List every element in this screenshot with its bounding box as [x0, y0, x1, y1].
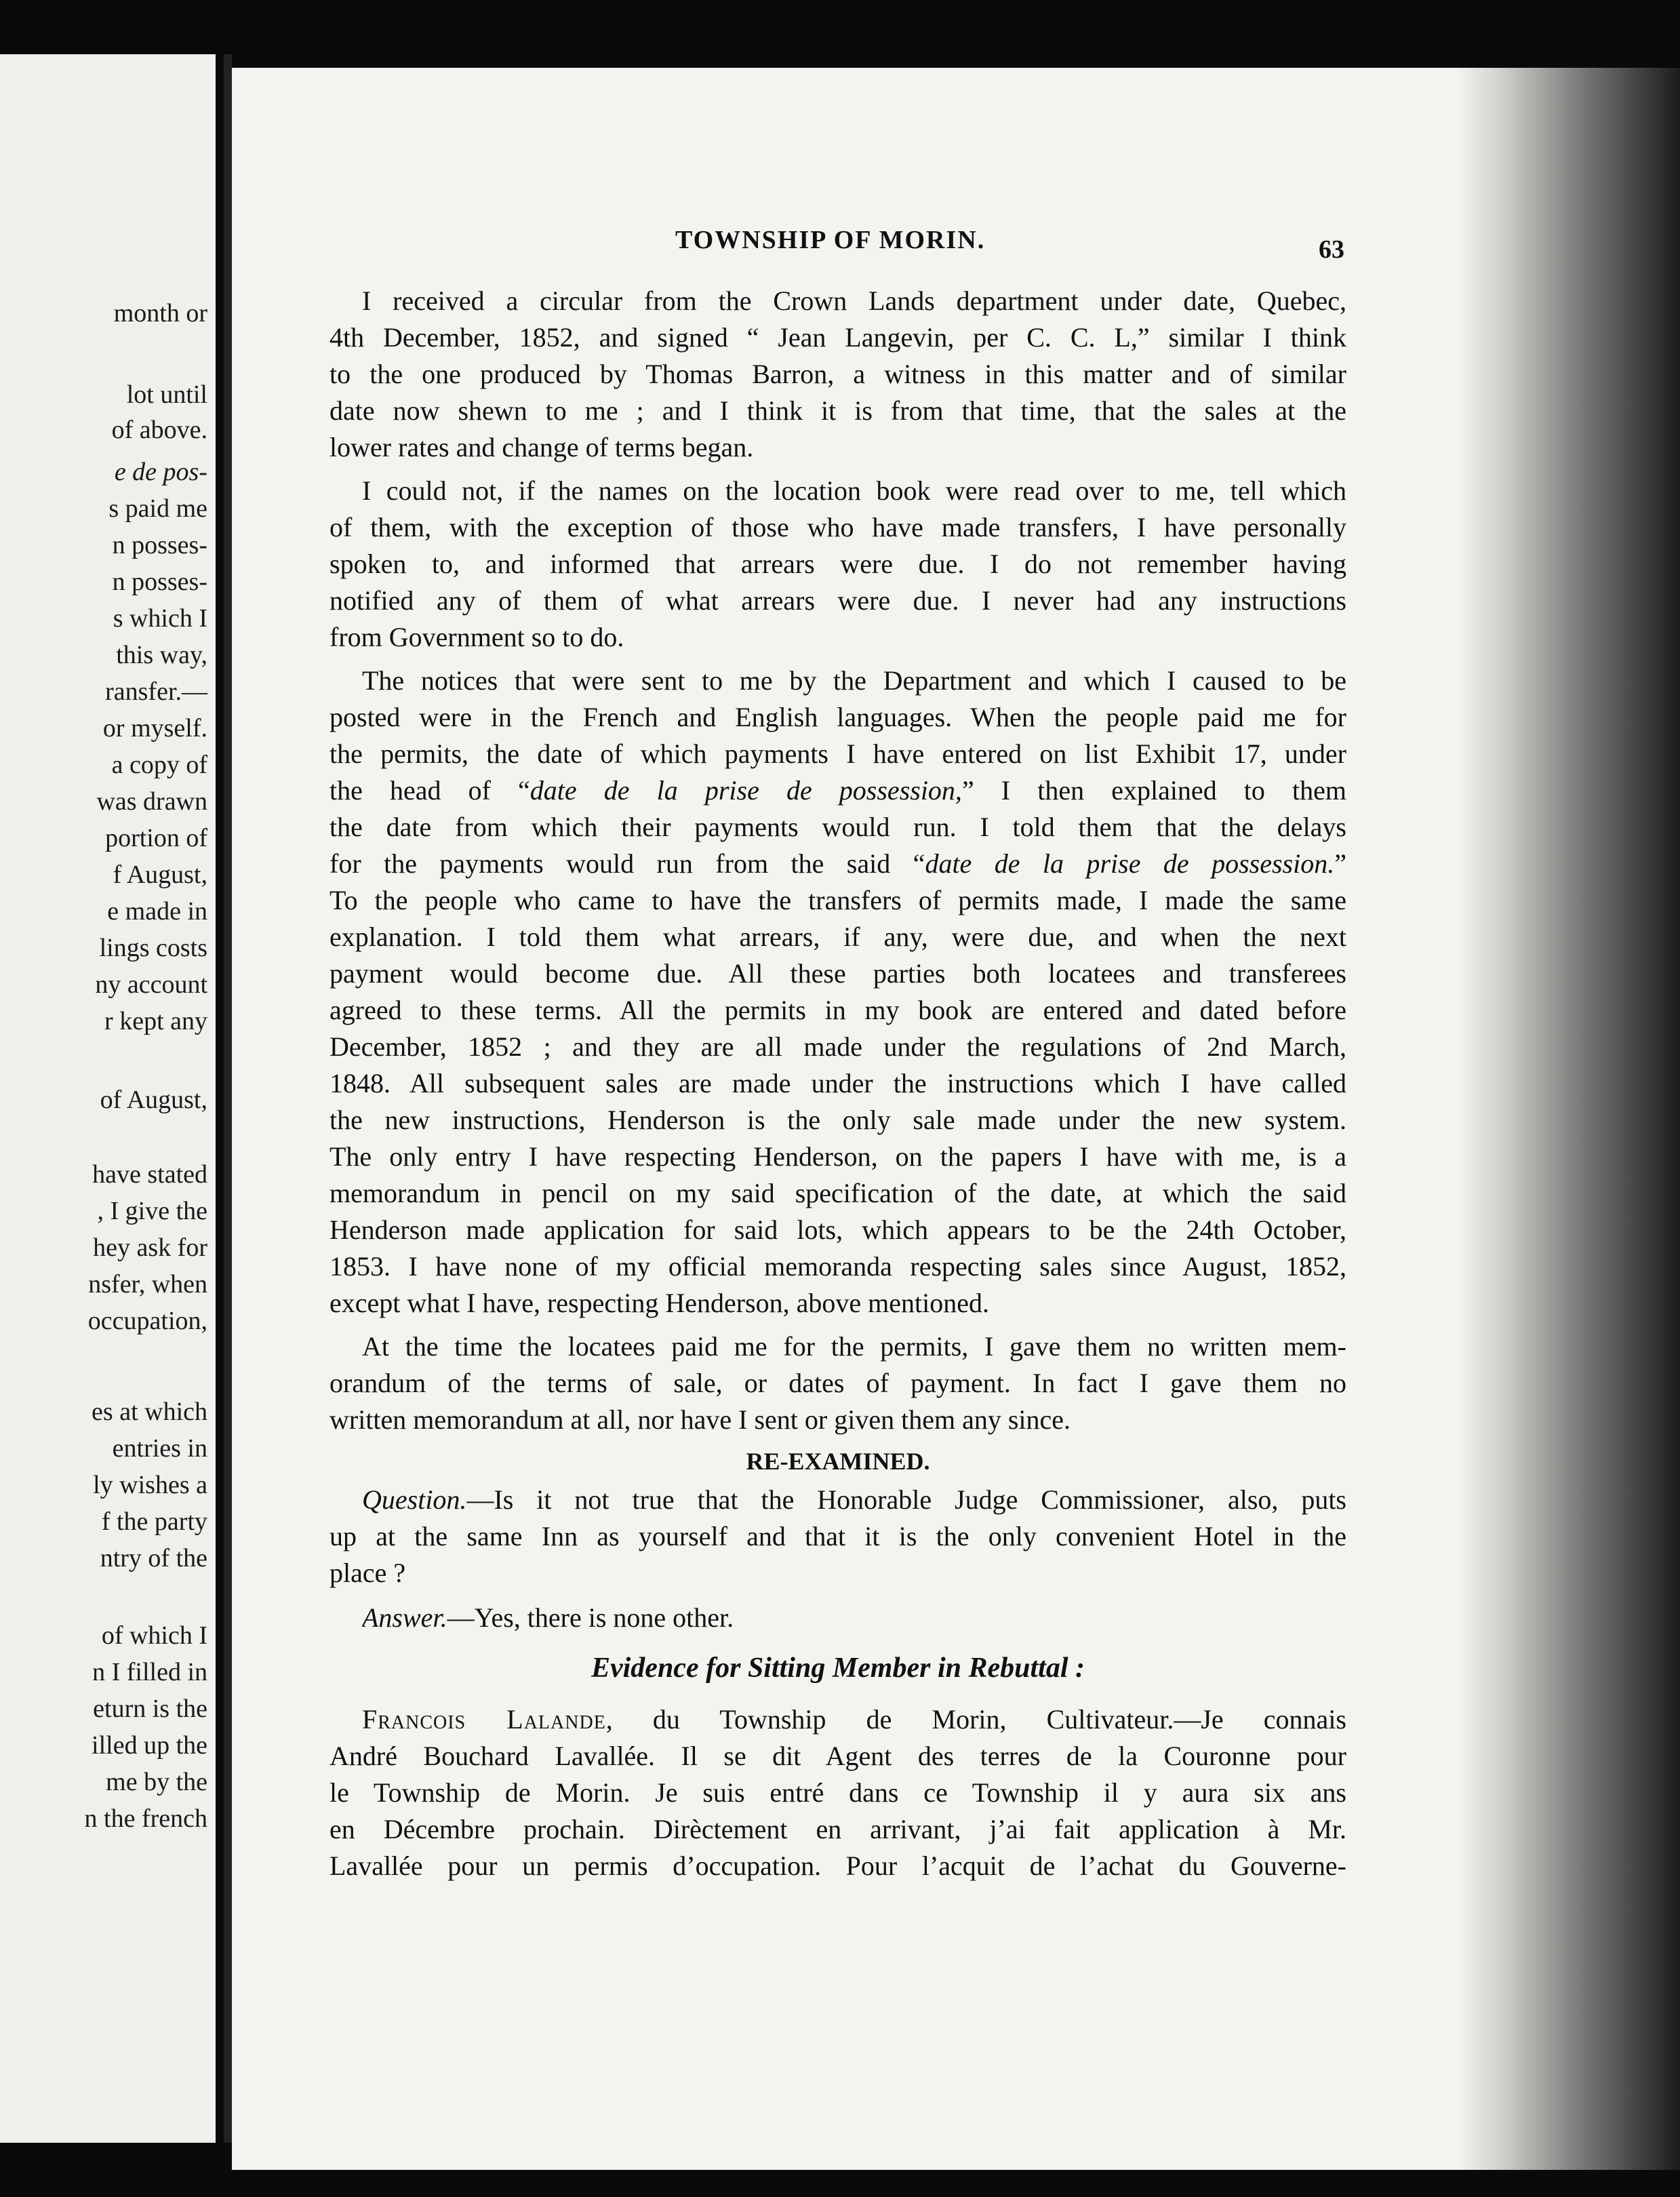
evidence-heading: Evidence for Sitting Member in Rebuttal : — [591, 1652, 1085, 1684]
left-page-text-fragment: nsfer, when — [88, 1270, 207, 1299]
question-line: up at the same Inn as yourself and that it is the only convenient Hotel in the — [329, 1521, 1346, 1551]
body-line: to the one produced by Thomas Barron, a witness in this matter and of similar — [329, 359, 1346, 389]
left-page-text-fragment: ly wishes a — [93, 1471, 207, 1499]
left-page-text-fragment: entries in — [112, 1434, 207, 1463]
book-gutter — [224, 54, 232, 2143]
body-line: posted were in the French and English languages. When the people paid me for — [329, 702, 1346, 732]
left-page-text-fragment: e de pos- — [114, 458, 207, 486]
body-line: 4th December, 1852, and signed “ Jean Langevin, per C. C. L,” similar I think — [329, 322, 1346, 353]
left-page-text-fragment: es at which — [92, 1398, 207, 1426]
left-page-text-fragment: , I give the — [97, 1197, 207, 1225]
french-line: Francois Lalande, du Township de Morin, Cultivateur.—Je connais — [362, 1704, 1346, 1735]
body-line: payment would become due. All these parties both locatees and transferees — [329, 958, 1346, 989]
left-page-text-fragment: s which I — [113, 604, 207, 633]
left-page-text-fragment: f August, — [113, 860, 207, 889]
left-page-text-fragment: lings costs — [99, 934, 207, 962]
left-page-text-fragment: this way, — [116, 641, 207, 669]
body-line: Henderson made application for said lots, which appears to be the 24th October, — [329, 1214, 1346, 1245]
body-line: date now shewn to me ; and I think it is from that time, that the sales at the — [329, 395, 1346, 426]
french-line: André Bouchard Lavallée. Il se dit Agent des terres de la Couronne pour — [329, 1741, 1346, 1771]
left-page-text-fragment: n the french — [84, 1804, 207, 1833]
left-page-text-fragment: me by the — [106, 1768, 207, 1796]
body-line: At the time the locatees paid me for the permits, I gave them no written mem- — [362, 1331, 1346, 1362]
left-page-text-fragment: hey ask for — [93, 1233, 207, 1262]
left-page-text-fragment: s paid me — [108, 494, 207, 523]
left-page-text-fragment: lot until — [126, 380, 207, 409]
body-line: spoken to, and informed that arrears were due. I do not remember having — [329, 549, 1346, 579]
running-header: TOWNSHIP OF MORIN. — [675, 226, 986, 254]
left-page-text-fragment: r kept any — [104, 1007, 207, 1035]
body-line: memorandum in pencil on my said specification of the date, at which the said — [329, 1178, 1346, 1208]
left-page-text-fragment: e made in — [107, 897, 207, 926]
body-line: the date from which their payments would run. I told them that the delays — [329, 812, 1346, 842]
left-page-text-fragment: occupation, — [87, 1307, 207, 1335]
page-number: 63 — [1319, 235, 1344, 264]
left-page-text-fragment: n I filled in — [92, 1658, 207, 1686]
body-line: explanation. I told them what arrears, if any, were due, and when the next — [329, 922, 1346, 952]
left-page-fragment — [0, 54, 216, 2143]
body-line: To the people who came to have the transfers of permits made, I made the same — [329, 885, 1346, 915]
body-line: from Government so to do. — [329, 622, 624, 652]
body-line: notified any of them of what arrears were due. I never had any instructions — [329, 585, 1346, 616]
body-line: for the payments would run from the said “date de la prise de possession.” — [329, 848, 1346, 879]
left-page-text-fragment: was drawn — [96, 787, 207, 816]
body-line: The only entry I have respecting Henderson, on the papers I have with me, is a — [329, 1141, 1346, 1172]
body-line: 1853. I have none of my official memoranda respecting sales since August, 1852, — [329, 1251, 1346, 1282]
body-line: the permits, the date of which payments I have entered on list Exhibit 17, under — [329, 738, 1346, 769]
left-page-text-fragment: or myself. — [102, 714, 207, 743]
left-page-text-fragment: illed up the — [92, 1731, 207, 1760]
left-page-text-fragment: n posses- — [112, 568, 207, 596]
body-line: written memorandum at all, nor have I sent or given them any since. — [329, 1404, 1071, 1435]
body-line: I received a circular from the Crown Lands department under date, Quebec, — [362, 285, 1346, 316]
left-page-text-fragment: ransfer.— — [105, 677, 207, 706]
body-line: 1848. All subsequent sales are made under the instructions which I have called — [329, 1068, 1346, 1098]
question-line: Question.—Is it not true that the Honorable Judge Commissioner, also, puts — [362, 1484, 1346, 1515]
body-line: The notices that were sent to me by the Department and which I caused to be — [362, 665, 1346, 696]
left-page-text-fragment: f the party — [101, 1507, 207, 1536]
body-line: the new instructions, Henderson is the only sale made under the new system. — [329, 1105, 1346, 1135]
question-line: place ? — [329, 1558, 406, 1588]
body-line: except what I have, respecting Henderson, above mentioned. — [329, 1288, 989, 1318]
body-line: agreed to these terms. All the permits in my book are entered and dated before — [329, 995, 1346, 1025]
french-line: en Décembre prochain. Dirèctement en arrivant, j’ai fait application à Mr. — [329, 1814, 1346, 1844]
french-line: Lavallée pour un permis d’occupation. Pour l’acquit de l’achat du Gouverne- — [329, 1850, 1346, 1881]
question-label: Question. — [362, 1484, 467, 1515]
left-page-text-fragment: n posses- — [112, 531, 207, 559]
body-line: lower rates and change of terms began. — [329, 432, 754, 462]
left-page-text-fragment: a copy of — [111, 751, 207, 779]
section-heading-reexamined: RE-EXAMINED. — [746, 1448, 930, 1475]
left-page-text-fragment: of which I — [101, 1621, 207, 1650]
left-page-text-fragment: eturn is the — [93, 1695, 207, 1723]
left-page-text-fragment: ny account — [95, 970, 207, 999]
left-page-text-fragment: month or — [113, 299, 207, 328]
left-page-text-fragment: ntry of the — [100, 1544, 207, 1572]
answer-line: Answer.—Yes, there is none other. — [362, 1602, 734, 1633]
body-line: the head of “date de la prise de possession,” I then explained to them — [329, 775, 1346, 806]
body-line: I could not, if the names on the location book were read over to me, tell which — [362, 475, 1346, 506]
witness-name: Francois Lalande — [362, 1704, 606, 1735]
page-edge-shadow — [1458, 68, 1680, 2170]
french-line: le Township de Morin. Je suis entré dans ce Township il y aura six ans — [329, 1777, 1346, 1808]
left-page-text-fragment: of above. — [111, 416, 207, 444]
body-line: December, 1852 ; and they are all made under the regulations of 2nd March, — [329, 1031, 1346, 1062]
answer-label: Answer. — [362, 1602, 447, 1633]
left-page-text-fragment: portion of — [105, 824, 207, 852]
body-line: orandum of the terms of sale, or dates of payment. In fact I gave them no — [329, 1368, 1346, 1398]
left-page-text-fragment: have stated — [92, 1160, 207, 1189]
left-page-text-fragment: of August, — [100, 1086, 207, 1114]
body-line: of them, with the exception of those who have made transfers, I have personally — [329, 512, 1346, 542]
